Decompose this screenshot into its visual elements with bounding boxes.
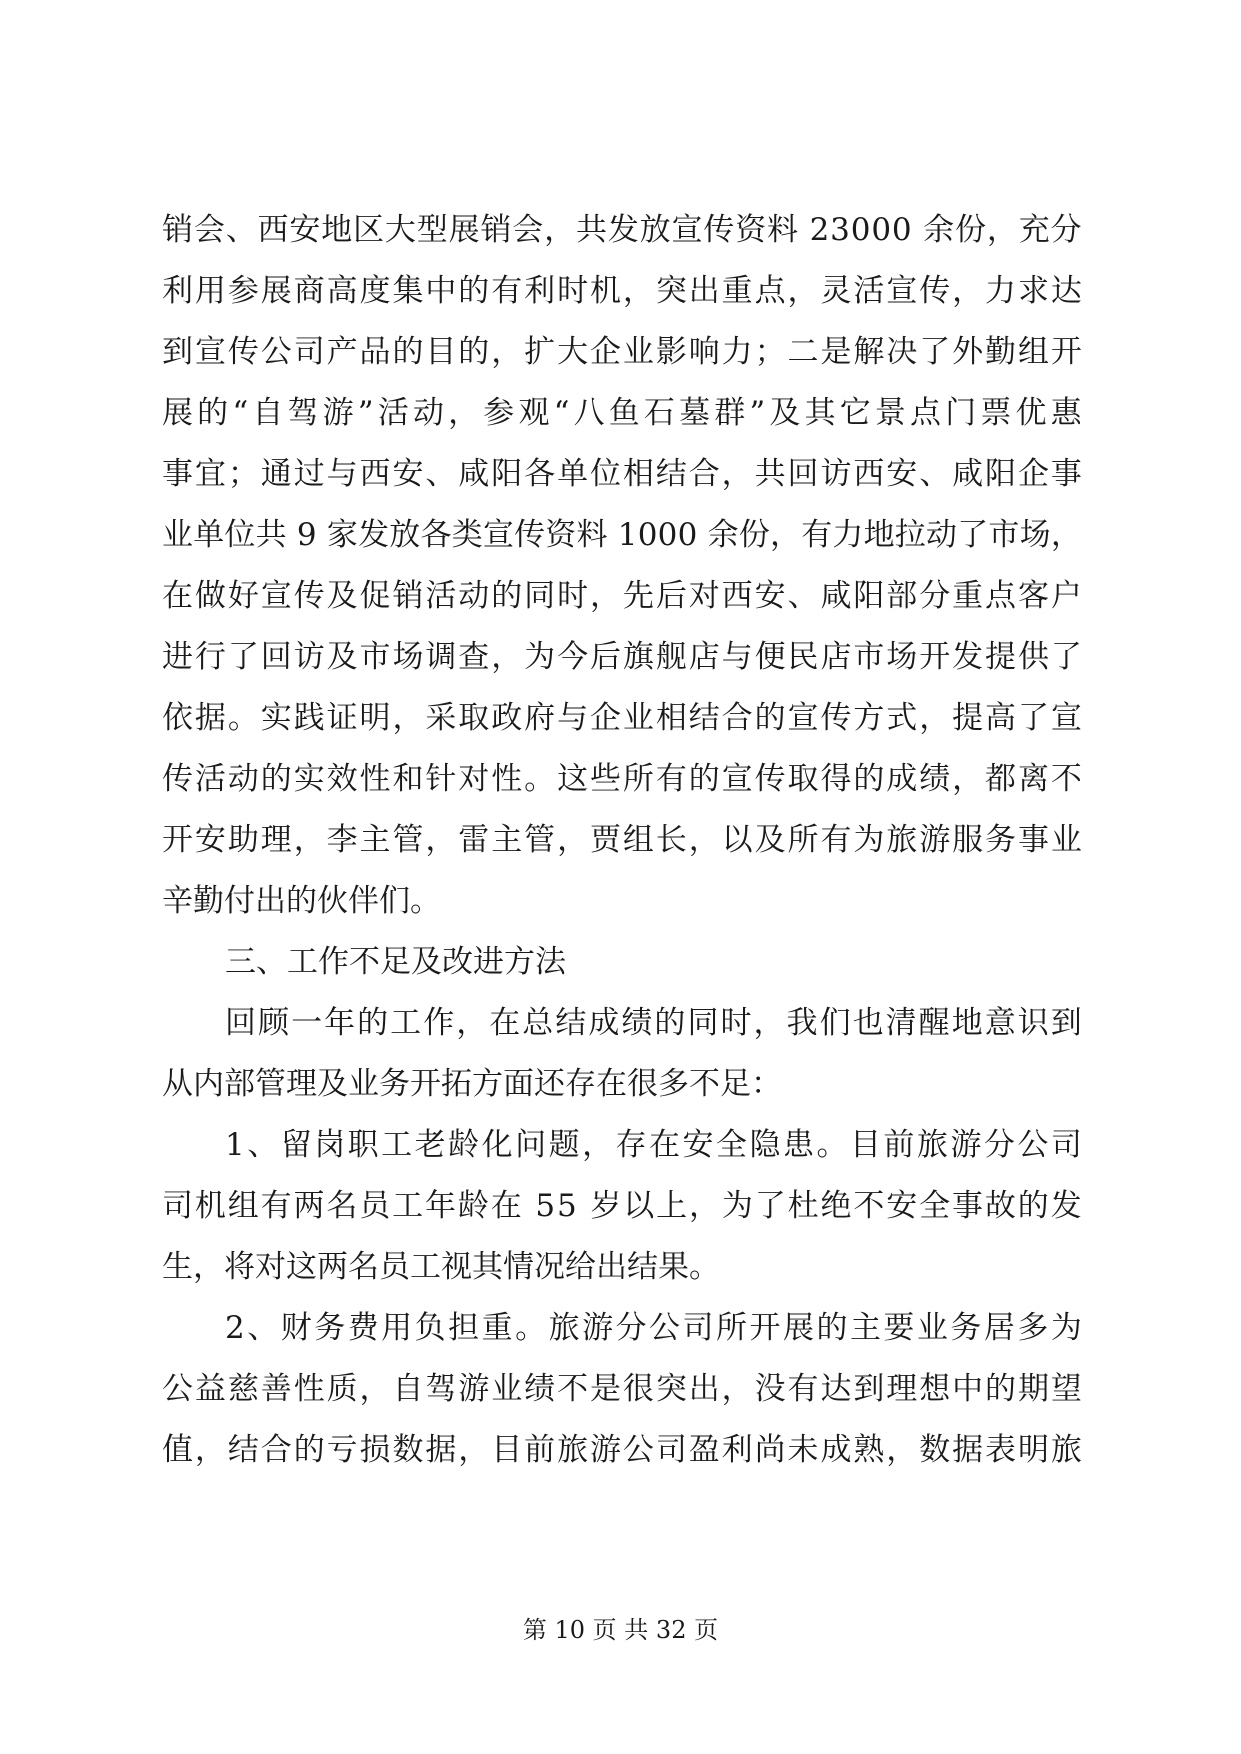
text-line: 业 单 位 共 9 家 发 放 各 类 宣 传 资 料 1 0 0 0 余 份 ， 有 力 地 拉 动 了 市 场 ， [162, 517, 1082, 553]
text-line: 传 活 动 的 实 效 性 和 针 对 性 。 这 些 所 有 的 宣 传 取 得 的 成 绩 ， 都 离 不 [162, 761, 1082, 797]
text-line: 从内部管理及业务开拓方面还存在很多不足： [162, 1066, 782, 1102]
text-line: 销 会 、 西 安 地 区 大 型 展 销 会 ， 共 发 放 宣 传 资 料 2 3 0 0 0 余 份 ， 充 分 [162, 212, 1082, 248]
text-line: 展 的 “ 自 驾 游 ” 活 动 ， 参 观 “ 八 鱼 石 墓 群 ” 及 其 它 景 点 门 票 优 惠 [162, 395, 1082, 431]
page-number-footer: 第 10 页 共 32 页 [522, 1616, 719, 1644]
text-line: 开 安 助 理 ， 李 主 管 ， 雷 主 管 ， 贾 组 长 ， 以 及 所 有 为 旅 游 服 务 事 业 [162, 822, 1082, 858]
text-line: 到 宣 传 公 司 产 品 的 目 的 ， 扩 大 企 业 影 响 力 ； 二 是 解 决 了 外 勤 组 开 [162, 334, 1082, 370]
text-line: 生，将对这两名员工视其情况给出结果。 [162, 1249, 720, 1285]
body-text [162, 200, 1082, 1481]
text-line: 2 、 财 务 费 用 负 担 重 。 旅 游 分 公 司 所 开 展 的 主 要 业 务 居 多 为 [225, 1310, 1082, 1346]
text-line: 依 据 。 实 践 证 明 ， 采 取 政 府 与 企 业 相 结 合 的 宣 传 方 式 ， 提 高 了 宣 [162, 700, 1082, 736]
section-heading: 三、工作不足及改进方法 [225, 944, 566, 980]
text-line: 值 ， 结 合 的 亏 损 数 据 ， 目 前 旅 游 公 司 盈 利 尚 未 成 熟 ， 数 据 表 明 旅 [162, 1432, 1082, 1468]
text-line: 1 、 留 岗 职 工 老 龄 化 问 题 ， 存 在 安 全 隐 患 。 目 前 旅 游 分 公 司 [225, 1127, 1082, 1163]
text-line: 进 行 了 回 访 及 市 场 调 查 ， 为 今 后 旗 舰 店 与 便 民 店 市 场 开 发 提 供 了 [162, 639, 1082, 675]
text-line: 公 益 慈 善 性 质 ， 自 驾 游 业 绩 不 是 很 突 出 ， 没 有 达 到 理 想 中 的 期 望 [162, 1371, 1082, 1407]
text-line: 利 用 参 展 商 高 度 集 中 的 有 利 时 机 ， 突 出 重 点 ， 灵 活 宣 传 ， 力 求 达 [162, 273, 1082, 309]
text-line: 事 宜 ； 通 过 与 西 安 、 咸 阳 各 单 位 相 结 合 ， 共 回 访 西 安 、 咸 阳 企 事 [162, 456, 1082, 492]
text-line: 在 做 好 宣 传 及 促 销 活 动 的 同 时 ， 先 后 对 西 安 、 咸 阳 部 分 重 点 客 户 [162, 578, 1082, 614]
text-line: 辛勤付出的伙伴们。 [162, 883, 441, 919]
text-line: 司 机 组 有 两 名 员 工 年 龄 在 5 5 岁 以 上 ， 为 了 杜 绝 不 安 全 事 故 的 发 [162, 1188, 1082, 1224]
text-line: 回 顾 一 年 的 工 作 ， 在 总 结 成 绩 的 同 时 ， 我 们 也 清 醒 地 意 识 到 [225, 1005, 1082, 1041]
